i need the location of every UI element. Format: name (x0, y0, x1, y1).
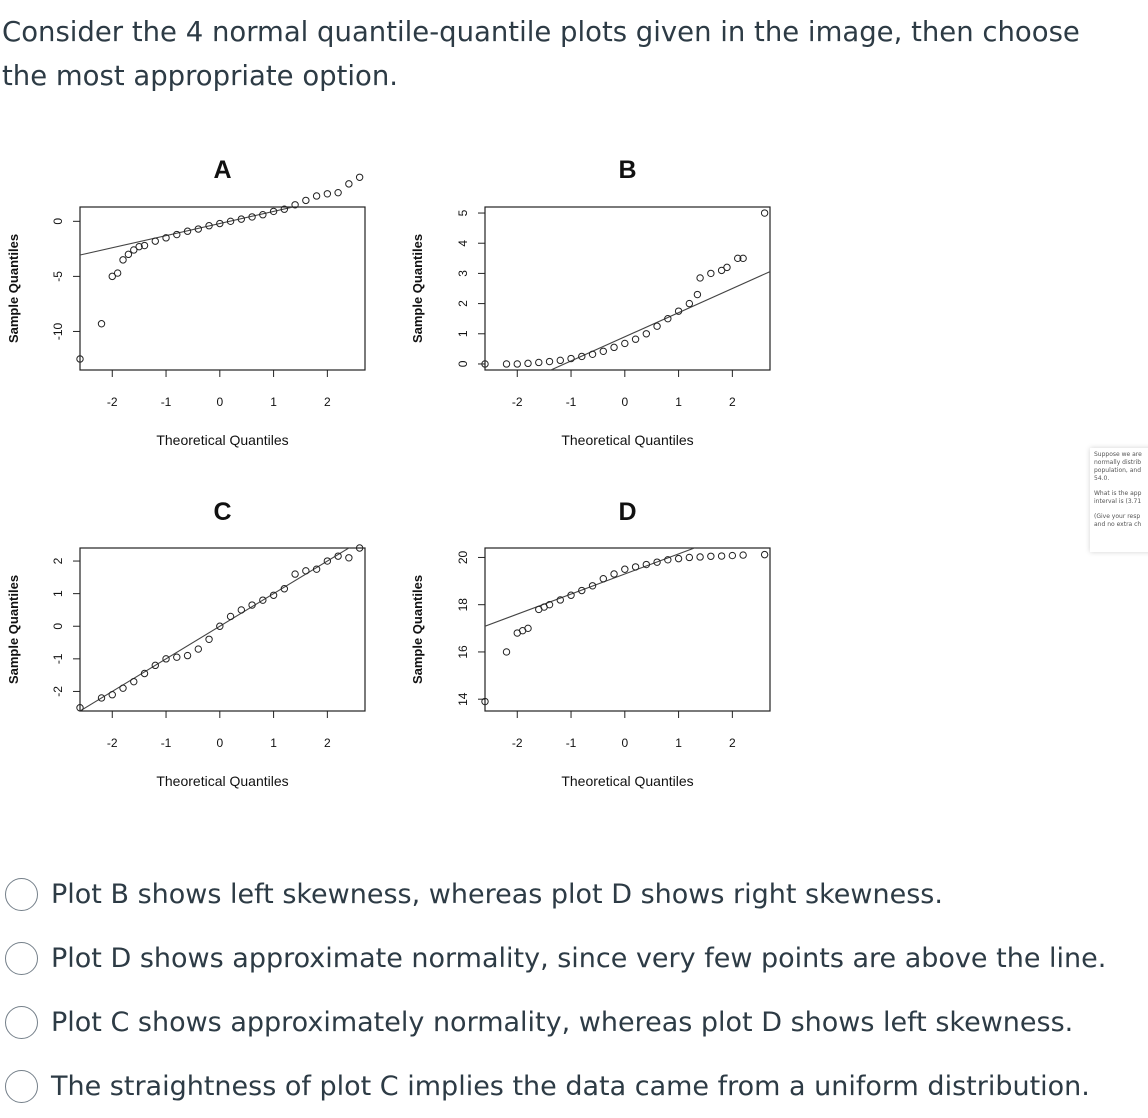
answer-options (5, 862, 1106, 1118)
side-panel-line-3: (Give your resp and no extra ch (1094, 513, 1142, 528)
data-point (503, 361, 509, 367)
x-tick-label: -1 (160, 395, 172, 409)
data-point (600, 348, 606, 354)
qq-reference-line (485, 272, 770, 400)
y-tick-label: 14 (456, 692, 470, 706)
x-tick-label: -2 (106, 395, 118, 409)
data-point (303, 197, 309, 203)
data-point (611, 571, 617, 577)
data-point (611, 344, 617, 350)
y-axis-label: Sample Quantiles (6, 233, 21, 344)
y-axis-label: Sample Quantiles (410, 574, 425, 685)
answer-option-3[interactable] (5, 990, 1106, 1054)
data-point (546, 358, 552, 364)
data-point (525, 625, 531, 631)
side-panel-line-1: Suppose we are normally distrib population, and 54.0. (1094, 451, 1142, 482)
data-point (686, 300, 692, 306)
data-point (503, 649, 509, 655)
qq-plot-a (6, 156, 365, 448)
data-point (346, 555, 352, 561)
data-point (303, 568, 309, 574)
x-axis-label: Theoretical Quantiles (156, 432, 289, 448)
answer-option-label: Plot D shows approximate normality, since very few points are above the line. (51, 942, 1107, 974)
x-tick-label: -1 (565, 736, 577, 750)
plot-frame (80, 548, 365, 711)
qq-reference-line (485, 520, 770, 626)
data-point (324, 191, 330, 197)
data-point (697, 554, 703, 560)
data-point (708, 270, 714, 276)
side-panel-line-2: What is the app interval is (3.71 (1094, 490, 1142, 505)
data-point (632, 336, 638, 342)
x-axis-label: Theoretical Quantiles (156, 773, 289, 789)
y-tick-label: 4 (456, 239, 470, 247)
data-point (724, 264, 730, 270)
question-text: Consider the 4 normal quantile-quantile plots given in the image, then choose the most appropriate option. (2, 16, 1080, 92)
x-tick-label: 0 (216, 736, 224, 750)
data-point (514, 361, 520, 367)
plot-title: C (213, 498, 232, 526)
y-tick-label: 2 (456, 300, 470, 307)
x-tick-label: 2 (729, 395, 736, 409)
data-point (632, 564, 638, 570)
data-point (313, 193, 319, 199)
data-point (622, 566, 628, 572)
data-point (718, 553, 724, 559)
data-point (184, 652, 190, 658)
data-point (622, 340, 628, 346)
plot-frame (80, 207, 365, 370)
data-point (238, 607, 244, 613)
data-point (227, 613, 233, 619)
y-tick-label: 1 (51, 590, 65, 597)
qq-plot-b (410, 156, 770, 448)
data-point (557, 357, 563, 363)
x-tick-label: 0 (216, 395, 224, 409)
data-point (346, 181, 352, 187)
y-tick-label: 0 (51, 217, 65, 225)
data-point (654, 323, 660, 329)
y-tick-label: 18 (456, 598, 470, 612)
y-tick-label: 16 (456, 645, 470, 659)
data-point (761, 210, 767, 216)
data-point (131, 678, 137, 684)
answer-option-label: Plot C shows approximately normality, whereas plot D shows left skewness. (51, 1006, 1074, 1038)
radio-button[interactable] (5, 1070, 38, 1103)
data-point (152, 238, 158, 244)
radio-button[interactable] (5, 878, 38, 911)
y-tick-label: 2 (51, 557, 65, 565)
y-tick-label: 0 (456, 360, 470, 368)
x-tick-label: -1 (160, 736, 172, 750)
x-tick-label: 2 (729, 736, 736, 750)
x-tick-label: -2 (511, 395, 523, 409)
x-tick-label: 2 (324, 395, 331, 409)
plot-title: B (618, 156, 637, 184)
x-tick-label: 0 (621, 395, 629, 409)
y-axis-label: Sample Quantiles (6, 574, 21, 685)
data-point (109, 692, 115, 698)
data-point (120, 685, 126, 691)
data-point (643, 331, 649, 337)
y-tick-label: 3 (456, 270, 470, 277)
y-axis-label: Sample Quantiles (410, 233, 425, 344)
plot-title: A (213, 156, 232, 184)
x-tick-label: 2 (324, 736, 331, 750)
y-tick-label: -5 (51, 271, 65, 282)
y-tick-label: 5 (456, 209, 470, 217)
plot-title: D (618, 498, 637, 526)
y-tick-label: 1 (456, 330, 470, 338)
data-point (120, 257, 126, 263)
data-point (694, 291, 700, 297)
answer-option-1[interactable] (5, 862, 1106, 926)
x-tick-label: -2 (106, 736, 118, 750)
side-panel-preview (1090, 448, 1148, 552)
x-tick-label: 1 (270, 736, 277, 750)
answer-option-label: The straightness of plot C implies the data came from a uniform distribution. (51, 1070, 1090, 1102)
x-axis-label: Theoretical Quantiles (561, 773, 694, 789)
data-point (335, 189, 341, 195)
y-tick-label: 0 (51, 622, 65, 630)
radio-button[interactable] (5, 1006, 38, 1039)
data-point (729, 552, 735, 558)
data-point (125, 251, 131, 257)
data-point (589, 351, 595, 357)
qq-plot-c (6, 498, 365, 789)
x-tick-label: -2 (511, 736, 523, 750)
data-point (536, 359, 542, 365)
y-tick-label: -10 (51, 322, 65, 341)
data-point (114, 270, 120, 276)
data-point (292, 571, 298, 577)
qq-plot-d (410, 498, 770, 789)
answer-option-label: Plot B shows left skewness, whereas plot D shows right skewness. (51, 878, 943, 910)
data-point (697, 275, 703, 281)
y-tick-label: -2 (51, 686, 65, 697)
data-point (525, 360, 531, 366)
answer-option-4[interactable] (5, 1054, 1106, 1118)
x-tick-label: 1 (675, 395, 682, 409)
y-tick-label: 20 (456, 550, 470, 565)
data-point (195, 646, 201, 652)
radio-button[interactable] (5, 942, 38, 975)
answer-option-2[interactable] (5, 926, 1106, 990)
data-point (740, 552, 746, 558)
data-point (98, 321, 104, 327)
data-point (174, 654, 180, 660)
x-tick-label: -1 (565, 395, 577, 409)
x-tick-label: 0 (621, 736, 629, 750)
data-point (761, 551, 767, 557)
y-tick-label: -1 (51, 653, 65, 665)
data-point (174, 231, 180, 237)
data-point (686, 554, 692, 560)
x-axis-label: Theoretical Quantiles (561, 432, 694, 448)
data-point (206, 636, 212, 642)
data-point (600, 576, 606, 582)
data-point (708, 553, 714, 559)
data-point (675, 555, 681, 561)
x-tick-label: 1 (675, 736, 682, 750)
x-tick-label: 1 (270, 395, 277, 409)
data-point (356, 174, 362, 180)
